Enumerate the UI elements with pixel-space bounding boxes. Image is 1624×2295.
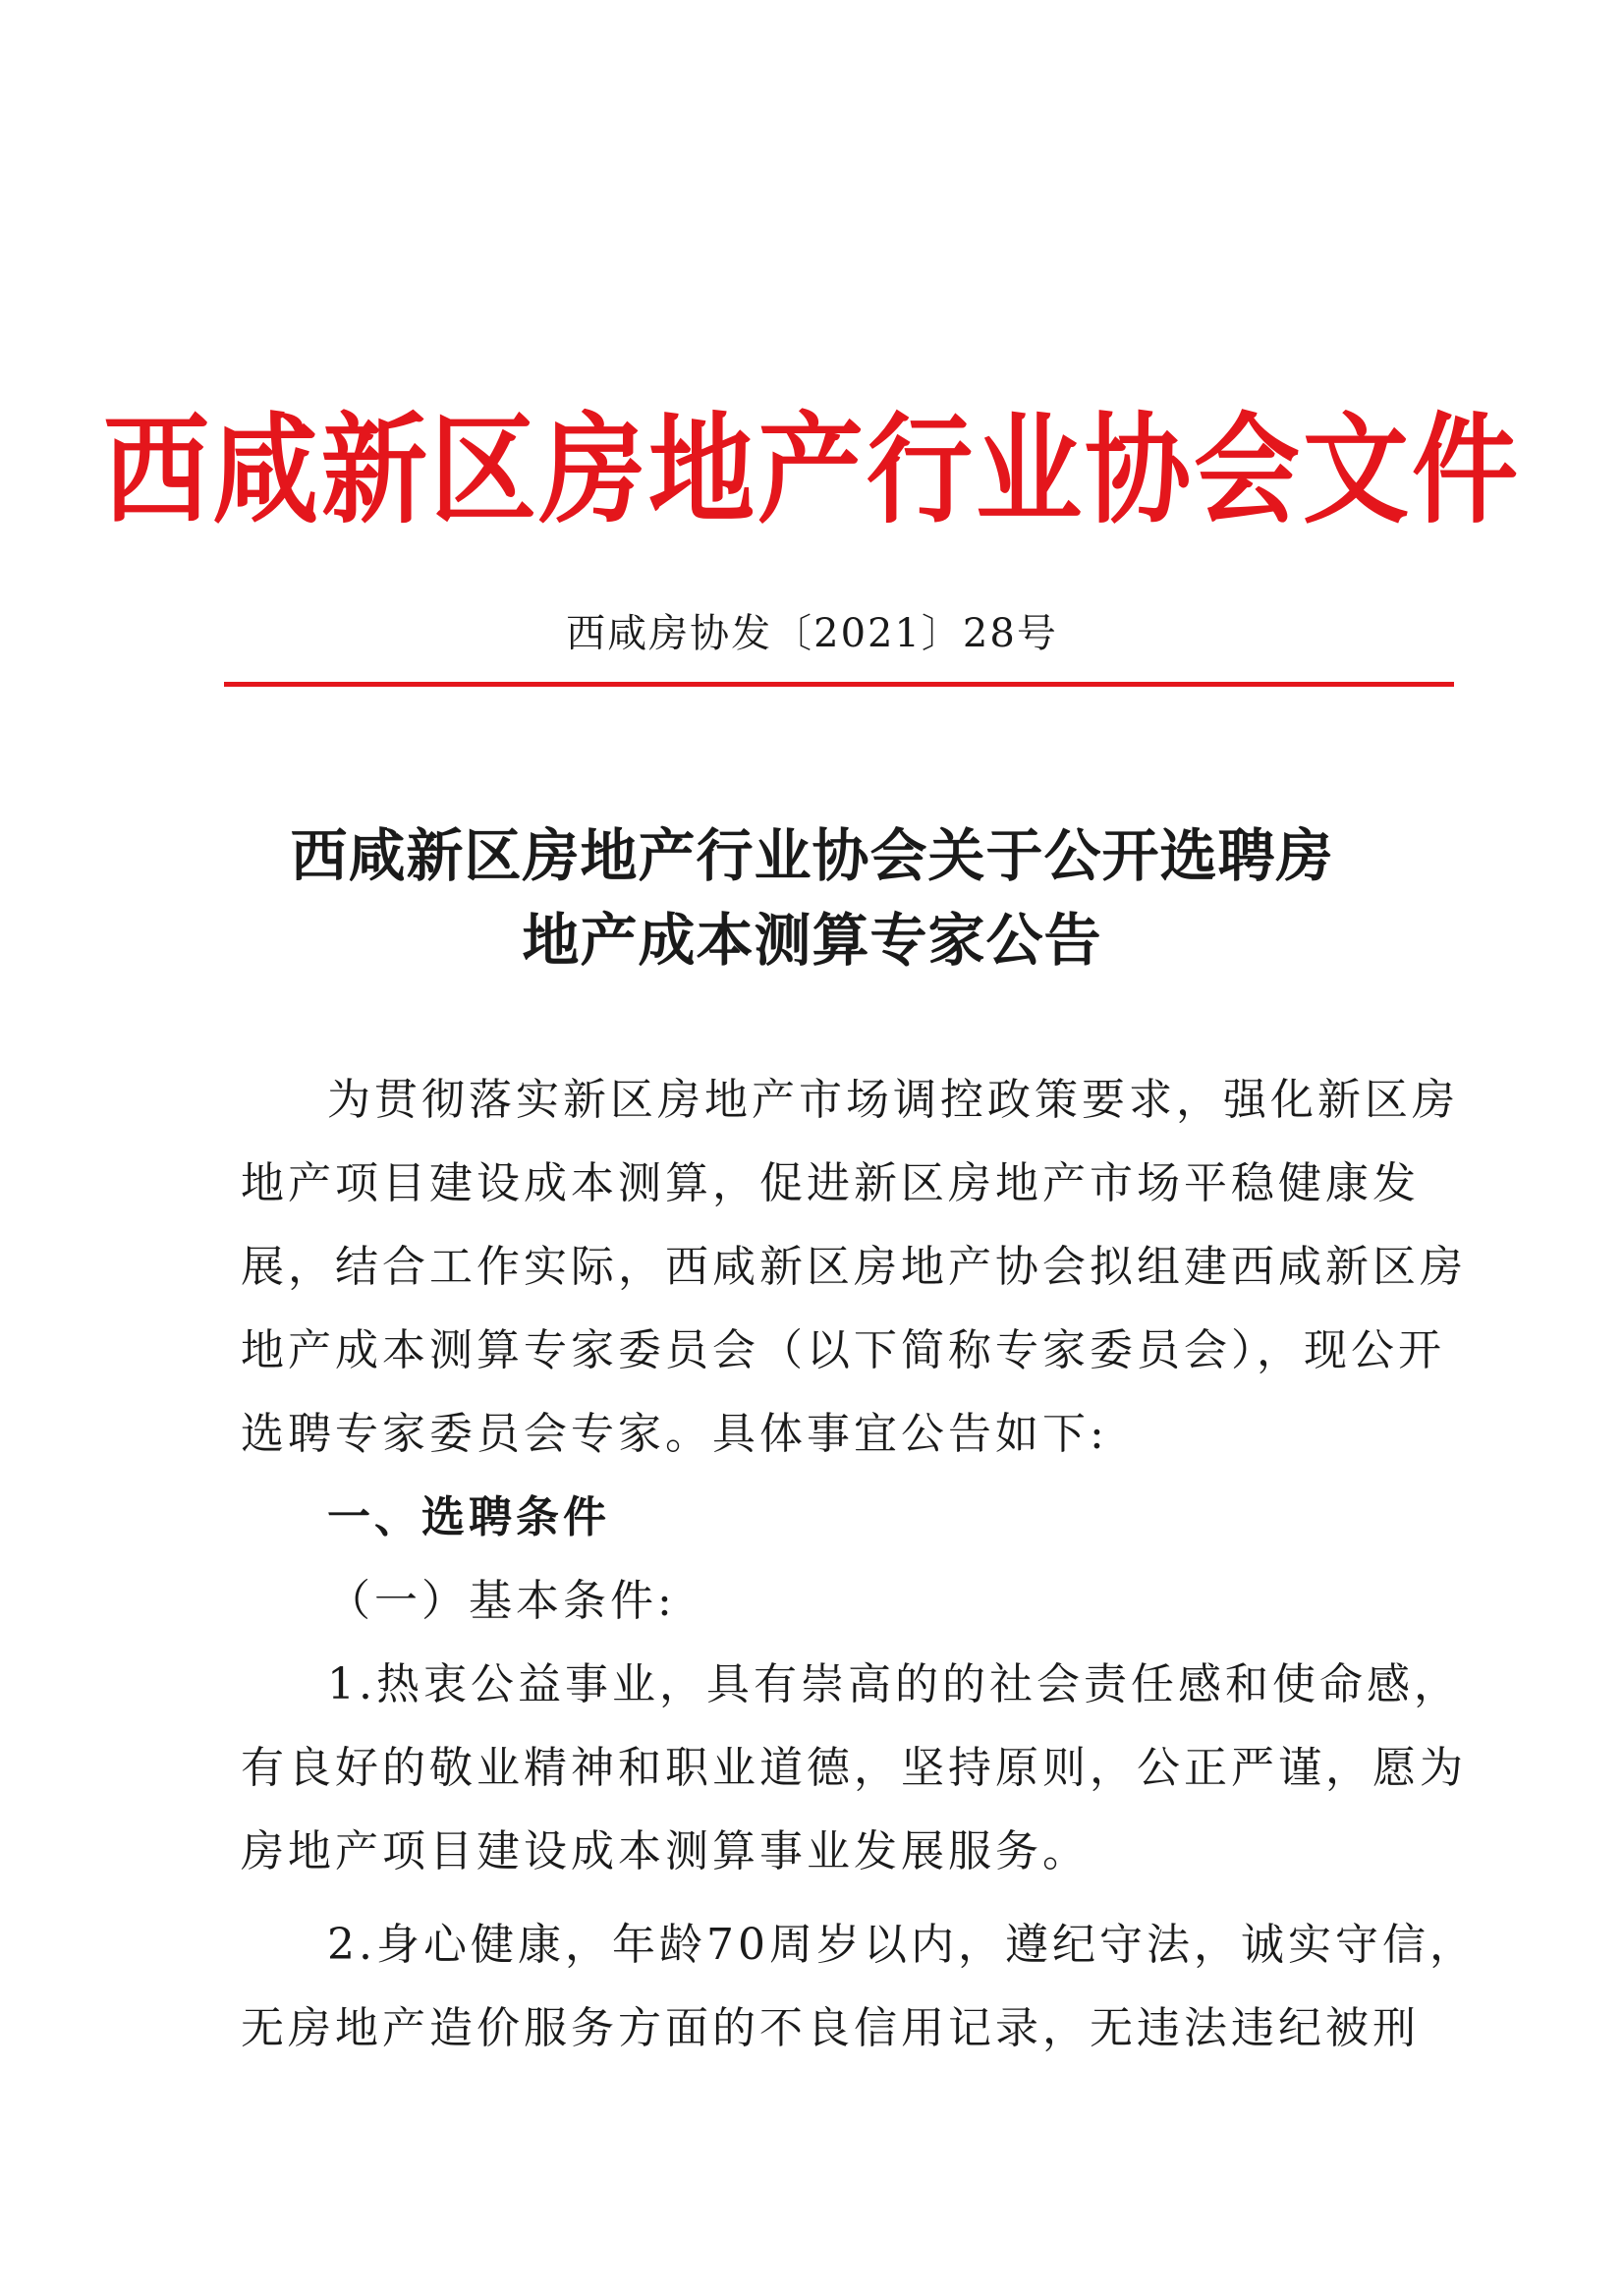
paragraph-line: 选聘专家委员会专家。具体事宜公告如下: — [241, 1409, 1108, 1459]
announcement-title-line: 西咸新区房地产行业协会关于公开选聘房 — [290, 822, 1334, 889]
list-item-line: 2.身心健康，年龄70周岁以内，遵纪守法，诚实守信， — [327, 1920, 1477, 1970]
paragraph-line: 地产成本测算专家委员会（以下简称专家委员会），现公开 — [241, 1325, 1445, 1375]
letterhead-title: 西咸新区房地产行业协会文件 — [102, 401, 1521, 540]
paragraph-line: 为贯彻落实新区房地产市场调控政策要求，强化新区房 — [327, 1075, 1459, 1125]
document-number: 西咸房协发〔2021〕28号 — [566, 611, 1058, 656]
list-item-line: 1.热衷公益事业，具有崇高的的社会责任感和使命感， — [327, 1659, 1461, 1709]
paragraph-line: 地产项目建设成本测算，促进新区房地产市场平稳健康发 — [241, 1158, 1420, 1208]
announcement-title-line: 地产成本测算专家公告 — [522, 907, 1102, 974]
list-item-line: 房地产项目建设成本测算事业发展服务。 — [241, 1826, 1090, 1876]
section-heading: 一、选聘条件 — [327, 1492, 610, 1542]
announcement-title — [0, 813, 1624, 982]
list-item-line: 无房地产造价服务方面的不良信用记录，无违法违纪被刑 — [241, 2003, 1420, 2053]
red-divider-line — [224, 682, 1454, 687]
subsection-heading: （一）基本条件: — [327, 1576, 676, 1626]
list-item-line: 有良好的敬业精神和职业道德，坚持原则，公正严谨，愿为 — [241, 1743, 1467, 1793]
paragraph-line: 展，结合工作实际，西咸新区房地产协会拟组建西咸新区房 — [241, 1242, 1467, 1292]
